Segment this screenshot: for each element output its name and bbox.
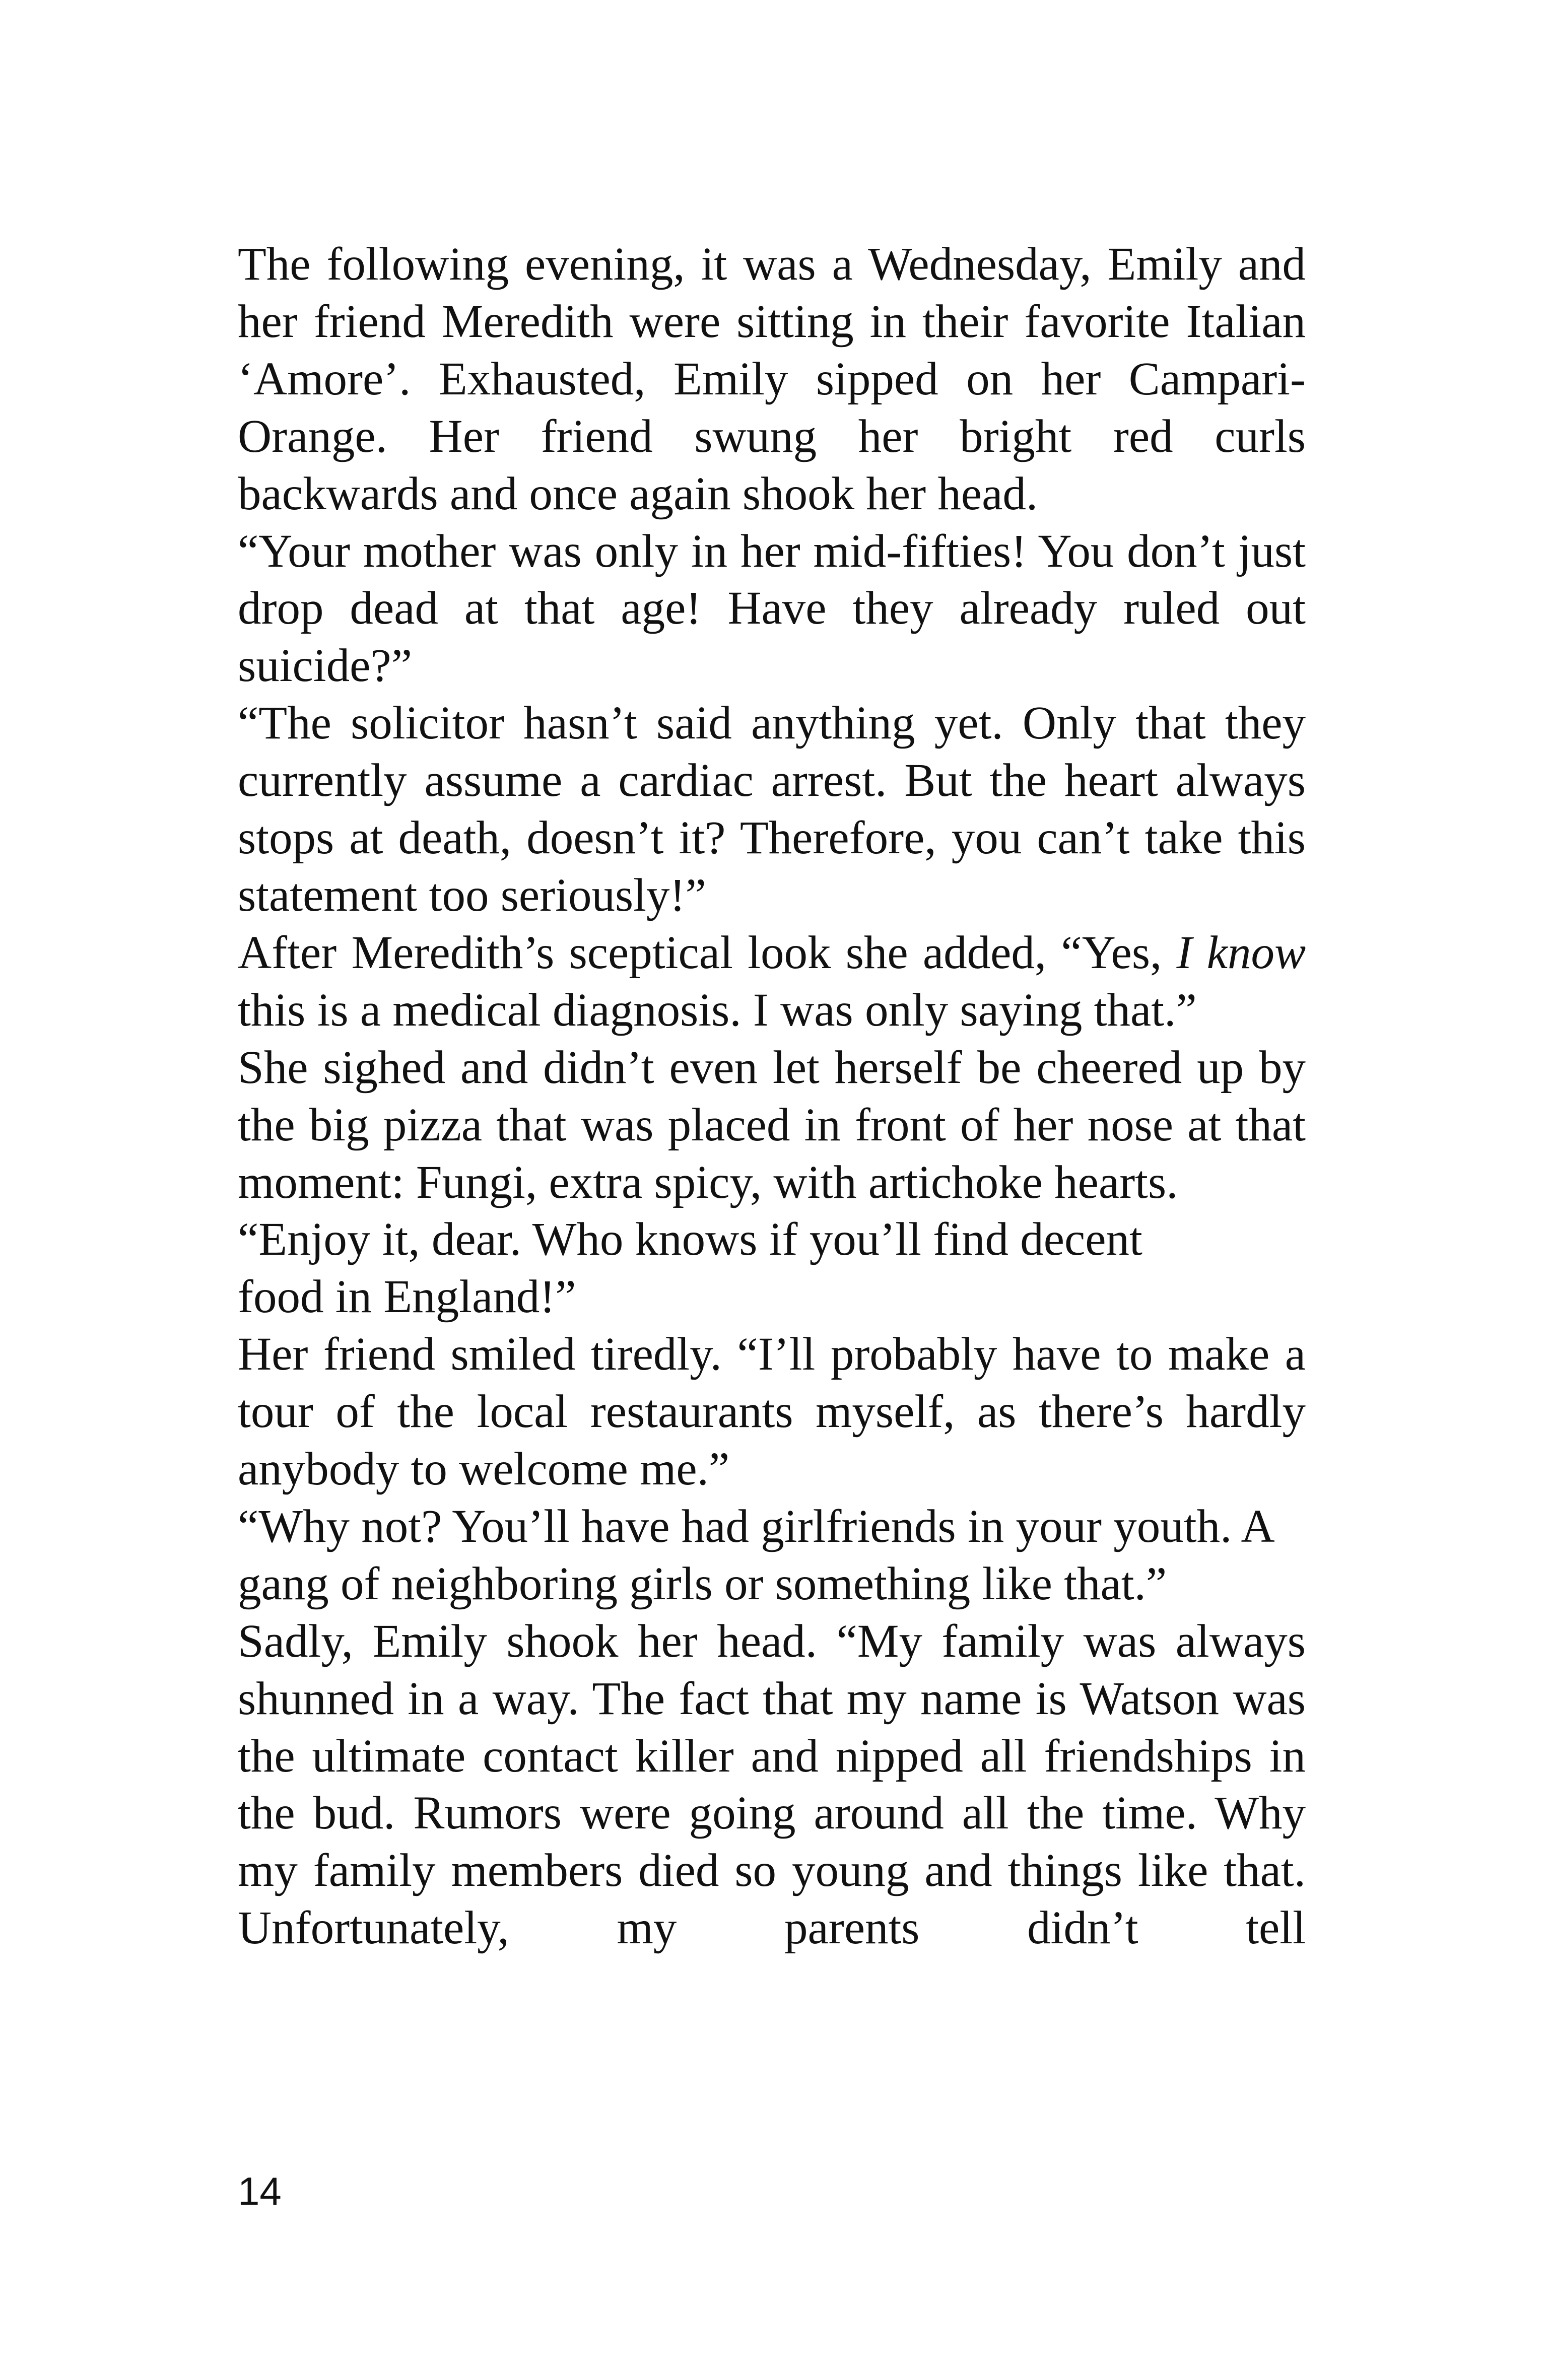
paragraph-7: Her friend smiled tiredly. “I’ll probably have to make a tour of the local restaurants myself, as there’s hardly anybody to welcome me.” (238, 1328, 1306, 1495)
page-number: 14 (238, 2169, 282, 2213)
body-text (238, 236, 1306, 1957)
paragraph-3: “The solicitor hasn’t said anything yet. Only that they currently assume a cardiac arrest. But the heart always stops at death, doesn’t it? Therefore, you can’t take this statement too seriously!” (238, 697, 1306, 921)
paragraph-4 (238, 924, 1306, 1039)
paragraph-2: “Your mother was only in her mid-fifties! You don’t just drop dead at that age! Have they already ruled out suicide?” (238, 525, 1306, 692)
paragraph-6: “Enjoy it, dear. Who knows if you’ll find decent food in England!” (238, 1213, 1142, 1323)
paragraph-9: Sadly, Emily shook her head. “My family was always shunned in a way. The fact that my name is Watson was the ultimate contact killer and nipped all friendships in the bud. Rumors were going around all the time. Why my family members died so young and things like that. Unfortunately, my parents didn’t tell (238, 1615, 1306, 1954)
paragraph-4-end: this is a medical diagnosis. I was only saying that.” (238, 984, 1197, 1036)
paragraph-1: The following evening, it was a Wednesday, Emily and her friend Meredith were sitting in their favorite Italian ‘Amore’. Exhausted, Emily sipped on her Campari-Orange. Her friend swung her bright red curls backwards and once again shook her head. (238, 238, 1306, 520)
paragraph-4-italic: I know (1176, 926, 1306, 979)
paragraph-8: “Why not? You’ll have had girlfriends in your youth. A gang of neighboring girls or something like that.” (238, 1500, 1272, 1610)
paragraph-5: She sighed and didn’t even let herself be cheered up by the big pizza that was placed in front of her nose at that moment: Fungi, extra spicy, with artichoke hearts. (238, 1041, 1306, 1208)
paragraph-4-start: After Meredith’s sceptical look she added, “Yes, (238, 926, 1177, 979)
